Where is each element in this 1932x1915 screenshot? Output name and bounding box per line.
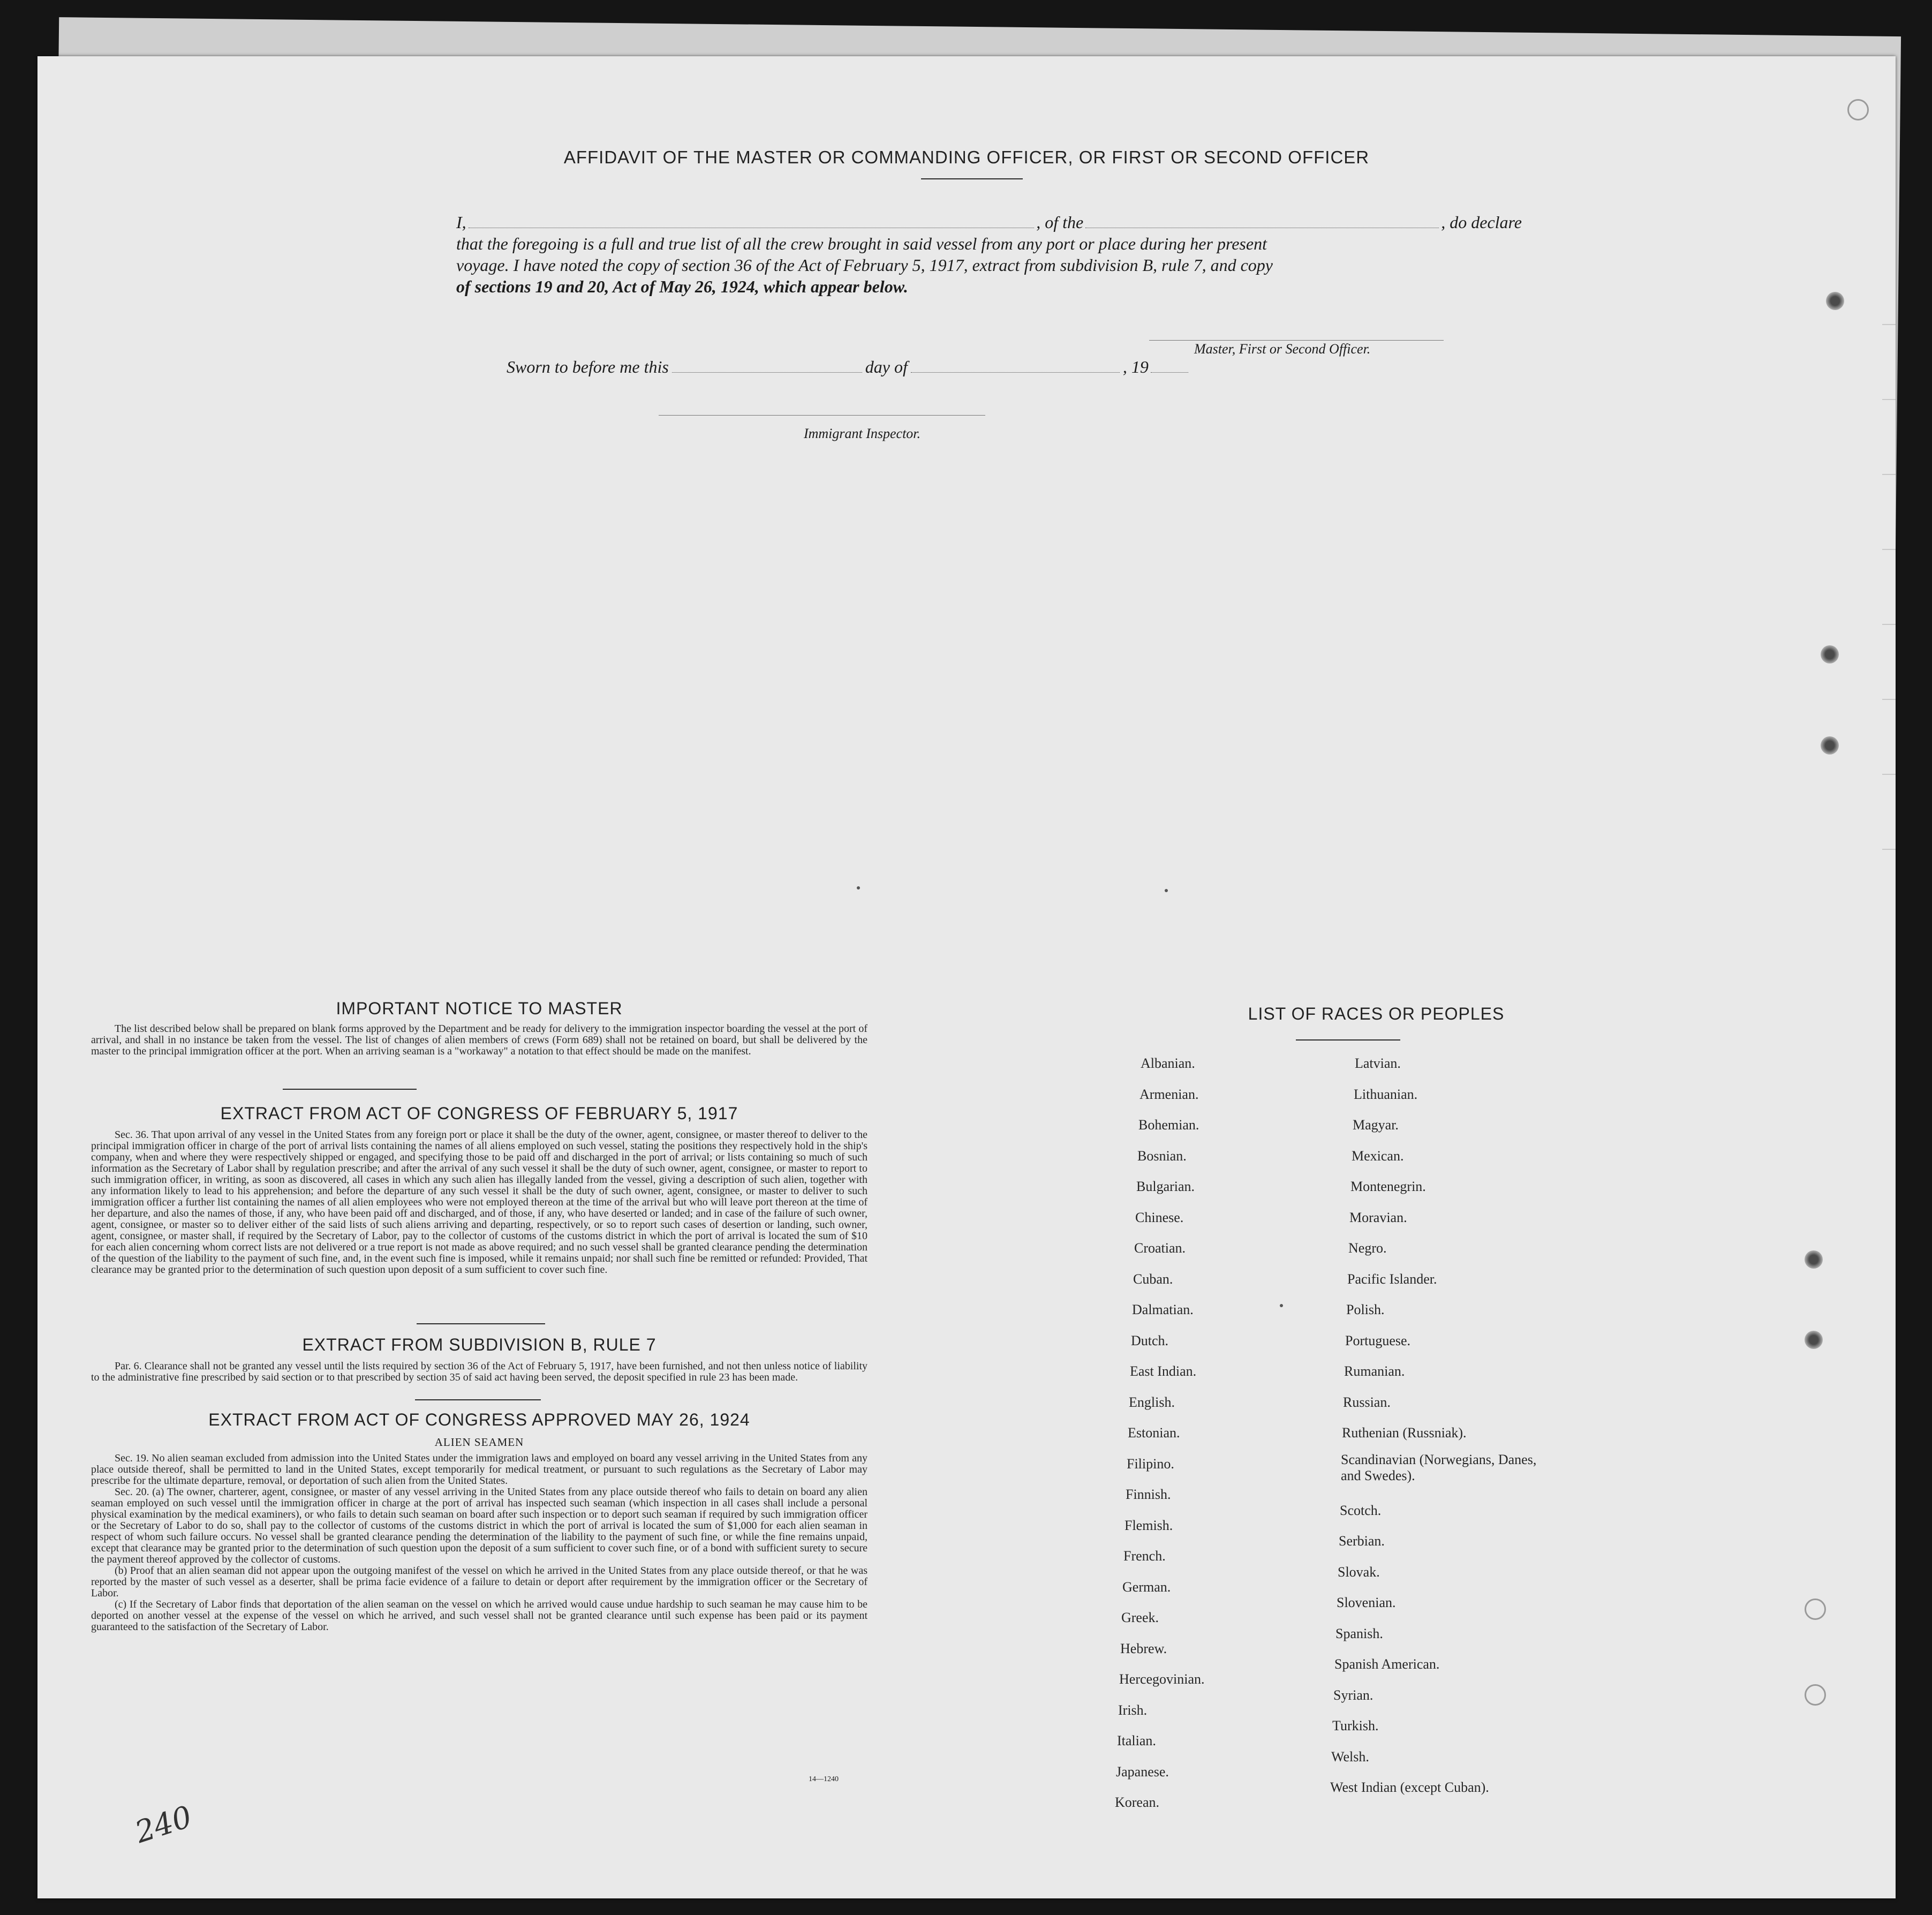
edge-rule [1882, 849, 1896, 850]
signature-line[interactable] [1149, 340, 1444, 341]
edge-rule [1882, 774, 1896, 775]
form-number: 14—1240 [809, 1775, 839, 1783]
race-item: German. [1122, 1579, 1171, 1595]
race-item: Finnish. [1126, 1487, 1171, 1502]
declaration-line-4: of sections 19 and 20, Act of May 26, 1924, which appear below. [456, 277, 908, 296]
declaration-line-3: voyage. I have noted the copy of section 36 of the Act of February 5, 1917, extract from subdivision B, rule 7, and copy [456, 255, 1273, 275]
sworn-year-prefix: , 19 [1122, 357, 1149, 376]
race-item: Greek. [1121, 1610, 1159, 1625]
race-item: Welsh. [1331, 1748, 1369, 1765]
race-item: Magyar. [1353, 1117, 1399, 1133]
declaration-line-1 [456, 212, 1522, 233]
punch-hole [1847, 99, 1869, 120]
race-item: Slovak. [1338, 1564, 1380, 1580]
race-item: Bulgarian. [1136, 1179, 1195, 1194]
race-item: Hercegovinian. [1119, 1671, 1205, 1687]
edge-rule [1882, 624, 1896, 625]
race-item: Rumanian. [1344, 1363, 1405, 1379]
race-item: Armenian. [1139, 1086, 1199, 1102]
races-divider [1296, 1039, 1400, 1041]
notice-title: IMPORTANT NOTICE TO MASTER [336, 999, 623, 1018]
race-item: Syrian. [1333, 1687, 1373, 1703]
sec-20a-paragraph: Sec. 20. (a) The owner, charterer, agent, consignee, or master of any vessel arriving in the United States from any place outside thereof who fails to detain on board any alien seaman employed on such vessel until the immigration officer in charge at the port of arrival has inspected such seaman (which inspection in all cases shall include a personal physical examination by the medical examiners), or who fails to detain such seaman on board after such inspection or to deport such seaman if required by such immigration officer or the Secretary of Labor to do so, shall pay to the collector of customs of the customs district in which the port of arrival is located the sum of $1,000 for each alien seaman in respect of whom such failure occurs. No vessel shall be granted clearance pending the determination of the liability to the payment of such fine, or while the fine remains unpaid, except that clearance may be granted prior to the determination of such question upon the deposit of a sum sufficient to cover such fine, or of a bond with sufficient surety to secure the payment thereof approved by the collector of customs. [91, 1486, 867, 1565]
race-item: Estonian. [1128, 1425, 1180, 1441]
extract-1917-title: EXTRACT FROM ACT OF CONGRESS OF FEBRUARY 5, 1917 [220, 1104, 738, 1123]
sec-20b-paragraph: (b) Proof that an alien seaman did not appear upon the outgoing manifest of the vessel on which he arrived in the United States from any place outside thereof, or that he was reported by the master of such vessel as a deserter, shall be prima facie evidence of a failure to detain or deport after requirement by the immigration officer or the Secretary of Labor. [91, 1565, 867, 1599]
affidavit-declaration [456, 212, 1522, 297]
extract-1917-body [91, 1129, 867, 1276]
race-item: Japanese. [1116, 1763, 1169, 1780]
notice-body [91, 1023, 867, 1057]
race-item: Pacific Islander. [1347, 1271, 1437, 1287]
alien-seamen-subtitle: ALIEN SEAMEN [434, 1436, 524, 1449]
sec-20c-paragraph: (c) If the Secretary of Labor finds that deportation of the alien seaman on the vessel on which he arrived would cause undue hardship to such seaman he may cause him to be deported on another vessel at the expense of the vessel on which he arrived, and such vessel shall not be granted clearance until such expense has been paid or its payment guaranteed to the satisfaction of the Secretary of Labor. [91, 1599, 867, 1633]
punch-hole [1826, 292, 1844, 310]
extract-1924-body [91, 1453, 867, 1633]
extract-rule7-title: EXTRACT FROM SUBDIVISION B, RULE 7 [302, 1335, 656, 1354]
race-item: Russian. [1343, 1394, 1391, 1410]
extract-1924-title: EXTRACT FROM ACT OF CONGRESS APPROVED MAY 26, 1924 [208, 1410, 750, 1429]
punch-hole [1805, 1331, 1823, 1349]
race-item: Slovenian. [1337, 1595, 1396, 1611]
sworn-line [507, 356, 1256, 378]
edge-rule [1882, 474, 1896, 475]
declaration-do-declare: , do declare [1441, 213, 1522, 232]
signature-caption: Master, First or Second Officer. [1194, 341, 1371, 357]
declaration-i: I, [456, 213, 466, 232]
ink-speck [857, 886, 860, 889]
section-divider [417, 1323, 545, 1324]
punch-hole [1805, 1250, 1823, 1269]
races-title: LIST OF RACES OR PEOPLES [1248, 1004, 1505, 1023]
race-item: Dalmatian. [1132, 1302, 1194, 1317]
race-item: Scotch. [1340, 1502, 1382, 1518]
race-item: Portuguese. [1345, 1332, 1411, 1348]
race-item: Bohemian. [1138, 1117, 1199, 1133]
race-item: Negro. [1348, 1240, 1387, 1256]
edge-rule [1882, 324, 1896, 325]
inspector-caption: Immigrant Inspector. [803, 426, 921, 441]
form-page [37, 56, 1896, 1898]
race-item: Irish. [1118, 1702, 1148, 1718]
race-item: Polish. [1346, 1302, 1385, 1317]
race-item: Serbian. [1339, 1533, 1385, 1549]
affidavit-title: AFFIDAVIT OF THE MASTER OR COMMANDING OFFICER, OR FIRST OR SECOND OFFICER [563, 147, 1370, 167]
race-item: Filipino. [1127, 1456, 1174, 1472]
race-item: Latvian. [1355, 1055, 1401, 1071]
inspector-signature-line[interactable] [659, 415, 985, 416]
sworn-month-field[interactable] [911, 372, 1120, 373]
race-item: Croatian. [1134, 1240, 1186, 1256]
handwritten-mark: 240 [131, 1799, 197, 1850]
race-item: Montenegrin. [1350, 1179, 1426, 1194]
race-item: Turkish. [1332, 1718, 1379, 1734]
punch-hole [1821, 645, 1839, 664]
race-item: English. [1129, 1394, 1175, 1410]
sworn-year-field[interactable] [1151, 372, 1188, 373]
par-6-paragraph: Par. 6. Clearance shall not be granted any vessel until the lists required by section 36 of the Act of February 5, 1917, have been furnished, and not then unless notice of liability to the administrative fine prescribed by said section or to that prescribed by section 35 of said act having been served, the deposit specified in rule 23 has been made. [91, 1360, 867, 1383]
section-divider [415, 1399, 541, 1400]
race-item: French. [1123, 1548, 1166, 1564]
race-item: Dutch. [1131, 1332, 1169, 1348]
declaration-of-the: , of the [1036, 213, 1084, 232]
sworn-text: Sworn to before me this [507, 357, 669, 376]
race-item: Chinese. [1135, 1209, 1184, 1225]
race-item: Scandinavian (Norwegians, Danes, and Swedes). [1341, 1451, 1537, 1483]
race-item: East Indian. [1130, 1363, 1197, 1379]
sworn-day-of: day of [865, 357, 908, 376]
ink-speck [1280, 1304, 1283, 1307]
declaration-line-2: that the foregoing is a full and true list of all the crew brought in said vessel from any port or place during her present [456, 234, 1267, 253]
race-item: Hebrew. [1120, 1640, 1167, 1656]
race-item: Moravian. [1349, 1209, 1407, 1225]
race-item: West Indian (except Cuban). [1330, 1780, 1489, 1796]
race-item: Mexican. [1352, 1148, 1404, 1164]
race-item: Bosnian. [1137, 1148, 1187, 1164]
extract-rule7-body [91, 1361, 867, 1383]
race-item: Albanian. [1141, 1055, 1195, 1071]
notice-paragraph: The list described below shall be prepared on blank forms approved by the Department and be ready for delivery to the immigration inspector boarding the vessel at the port of arrival, and shall in no instance be taken from the vessel. The list of changes of alien members of crews (Form 689) shall not be retained on board, but shall be delivered by the master to the principal immigration officer at the port. When an arriving seaman is a "workaway" a notation to that effect should be made on the manifest. [91, 1023, 867, 1057]
title-divider [921, 178, 1023, 179]
ink-speck [1165, 889, 1168, 892]
race-item: Spanish American. [1334, 1656, 1440, 1672]
race-item: Cuban. [1133, 1271, 1173, 1287]
punch-hole [1821, 736, 1839, 755]
race-item: Spanish. [1335, 1625, 1383, 1641]
sworn-day-field[interactable] [672, 372, 862, 373]
edge-rule [1882, 699, 1896, 700]
section-divider [283, 1089, 417, 1090]
punch-hole [1805, 1599, 1826, 1620]
sec-19-paragraph: Sec. 19. No alien seaman excluded from admission into the United States under the immigration laws and employed on board any vessel arriving in the United States from any place outside thereof, shall be permitted to land in the United States, except temporarily for medical treatment, or pursuant to such regulations as the Secretary of Labor may prescribe for the ultimate departure, removal, or deportation of such alien from the United States. [91, 1452, 867, 1487]
edge-rule [1882, 549, 1896, 550]
edge-rule [1882, 399, 1896, 400]
sec-36-paragraph: Sec. 36. That upon arrival of any vessel in the United States from any foreign port or place it shall be the duty of the owner, agent, consignee, or master thereof to deliver to the principal immigration officer in charge of the port of arrival lists containing the names of all aliens employed on such vessel, stating the positions they respectively hold in the ship's company, when and where they were respectively shipped or engaged, and specifying those to be paid off and discharged in the port of arrival; or lists containing so much of such information as the Secretary of Labor shall by regulation prescribe; and after the arrival of any such vessel it shall be the duty of such owner, agent, consignee, or master to report to such immigration officer, in writing, as soon as discovered, all cases in which any such alien has illegally landed from the vessel, giving a description of such alien, together with any information likely to lead to his apprehension; and before the departure of any such vessel it shall be the duty of such owner, agent, consignee, or master to deliver to such immigration officer a further list containing the names of all alien employees who were not employed thereon at the time of the arrival but who will leave port thereon at the time of her departure, and also the names of those, if any, who have been paid off and discharged, and of those, if any, who have deserted or landed; and in case of the failure of such owner, agent, consignee, or master so to deliver either of the said lists of such aliens arriving and departing, respectively, or so to report such cases of desertion or landing, such owner, agent, consignee, or master shall, if required by the Secretary of Labor, pay to the collector of customs of the customs district in which the port of arrival is located the sum of $10 for each alien concerning whom correct lists are not delivered or a true report is not made as above required; and no such vessel shall be granted clearance pending the determination of the question of the liability to the payment of such fine, and, in the event such fine is imposed, while it remains unpaid; nor shall such fine be remitted or refunded: Provided, That clearance may be granted prior to the determination of such question upon deposit of a sum sufficient to cover such fine. [91, 1129, 867, 1276]
race-item: Lithuanian. [1354, 1086, 1418, 1102]
punch-hole [1805, 1684, 1826, 1706]
race-item: Korean. [1115, 1795, 1160, 1810]
race-item: Ruthenian (Russniak). [1342, 1425, 1467, 1441]
race-item: Flemish. [1125, 1517, 1173, 1533]
race-item: Italian. [1117, 1733, 1156, 1748]
